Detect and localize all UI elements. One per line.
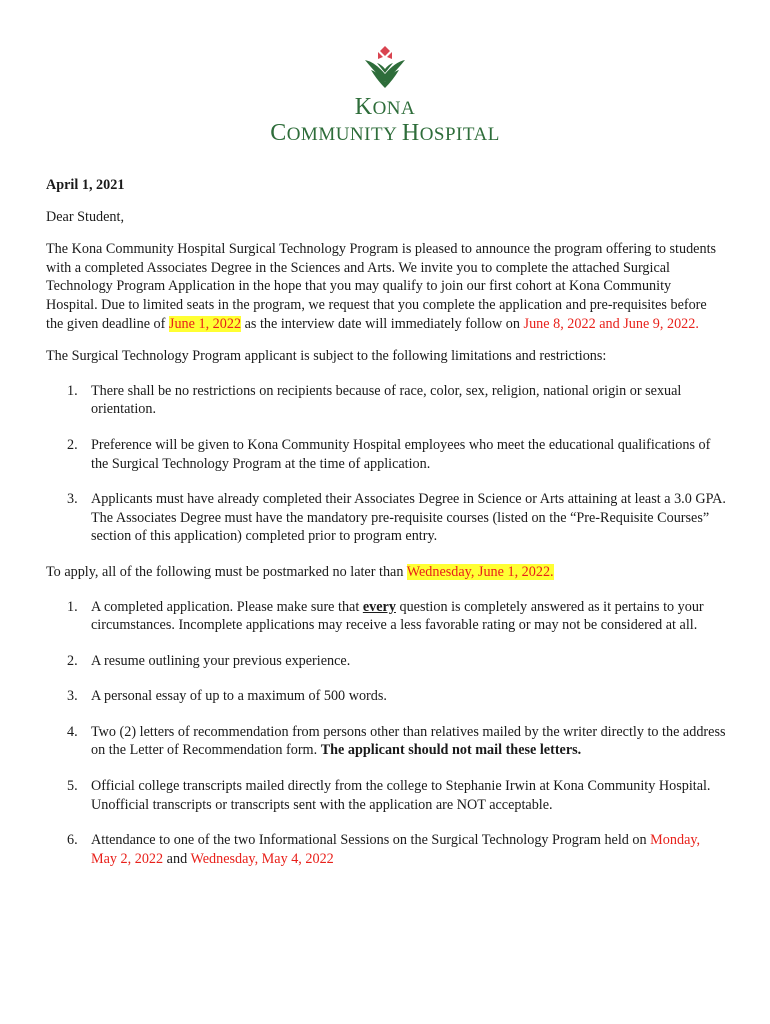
list-item: 4. Two (2) letters of recommendation from persons other than relatives mailed by the writer directly to the address on the Letter of Recommendation form. The applicant should not mail these letters. [67, 723, 726, 759]
application-deadline: June 1, 2022 [168, 315, 242, 332]
list-item: 5. Official college transcripts mailed directly from the college to Stephanie Irwin at Kona Community Hospital. Unofficial transcripts or transcripts sent with the application are NOT acceptable. [67, 778, 711, 813]
apply-intro: To apply, all of the following must be postmarked no later than Wednesday, June 1, 2022. [46, 563, 554, 580]
requirements-list [46, 598, 726, 869]
limitations-intro: The Surgical Technology Program applicant is subject to the following limitations and restrictions: [46, 348, 607, 365]
hospital-logo [0, 44, 770, 145]
session-date-2: Wednesday, May 4, 2022 [190, 850, 334, 867]
emphasis-every: every [362, 598, 396, 615]
hospital-emblem-icon [361, 44, 409, 92]
intro-paragraph: The Kona Community Hospital Surgical Technology Program is pleased to announce the program offering to students with a completed Associates Degree in the Sciences and Arts. We invite you to complete the attached Surgical Technology Program Application in the hope that you may qualify to join our first cohort at Kona Community Hospital. Due to limited seats in the program, we request that you complete the application and pre-requisites before the given deadline of June 1, 2022 as the interview date will immediately follow on June 8, 2022 and June 9, 2022. [46, 241, 717, 332]
mail-warning: The applicant should not mail these letters. [320, 742, 582, 759]
list-item: 1. There shall be no restrictions on recipients because of race, color, sex, religion, national origin or sexual orientation. [67, 382, 682, 418]
list-item: 3. Applicants must have already completed their Associates Degree in Science or Arts attaining at least a 3.0 GPA. The Associates Degree must have the mandatory pre-requisite courses (listed on the “Pre-Requisite Courses” section of this application) completed prior to program entry. [67, 491, 726, 545]
salutation: Dear Student, [46, 208, 125, 225]
session-date-1: Monday, May 2, 2022 [91, 832, 701, 867]
list-item: 2. A resume outlining your previous experience. [67, 652, 351, 669]
logo-name-line2: COMMUNITY HOSPITAL [270, 120, 500, 146]
logo-name-line1: KONA [354, 94, 416, 120]
letter-body [46, 176, 726, 885]
list-item: 3. A personal essay of up to a maximum of 500 words. [67, 688, 387, 705]
limitations-list [46, 382, 726, 546]
list-item: 6. Attendance to one of the two Informational Sessions on the Surgical Technology Program held on Monday, May 2, 2022 and Wednesday, May 4, 2022 [67, 832, 701, 867]
list-item: 2. Preference will be given to Kona Community Hospital employees who meet the educational qualifications of the Surgical Technology Program at the time of application. [67, 436, 711, 472]
letter-date: April 1, 2021 [46, 177, 125, 193]
postmark-deadline: Wednesday, June 1, 2022. [406, 563, 554, 580]
list-item: 1. A completed application. Please make sure that every question is completely answered as it pertains to your circumstances. Incomplete applications may receive a less favorable rating or may not be considered at all. [67, 598, 704, 634]
interview-dates: June 8, 2022 and June 9, 2022. [523, 315, 699, 332]
